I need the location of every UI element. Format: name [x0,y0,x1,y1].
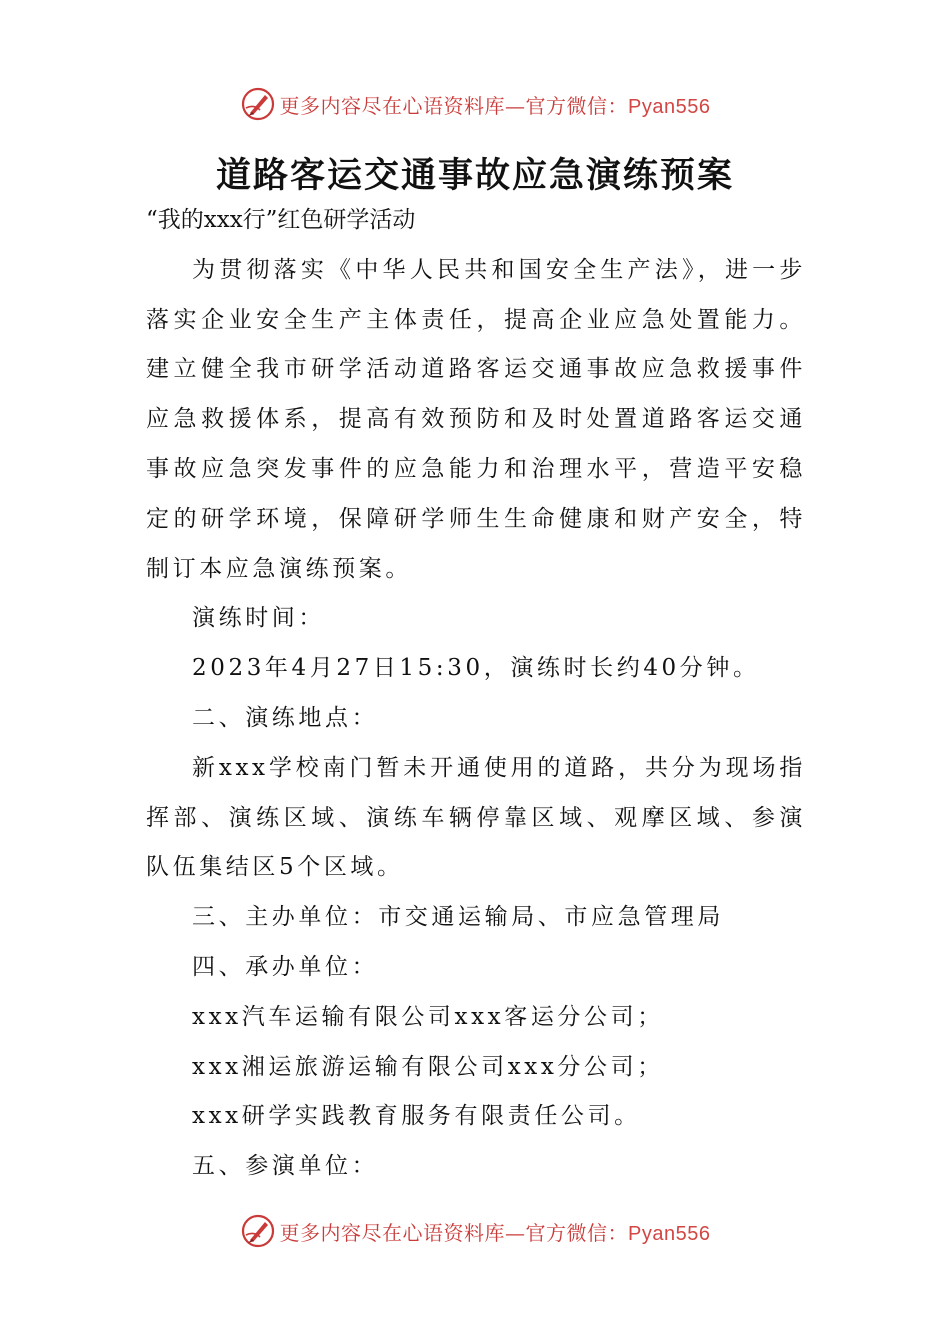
watermark-header [0,84,950,124]
organizer-item: xxx湘运旅游运输有限公司xxx分公司； [192,1053,664,1080]
watermark-footer [0,1211,950,1251]
participants-heading: 五、参演单位： [192,1153,379,1180]
intro-paragraph: 为贯彻落实《中华人民共和国安全生产法》，进一步落实企业安全生产主体责任，提高企业应急处置能力。建立健全我市研学活动道路客运交通事故应急救援事件应急救援体系，提高有效预防和及时处置道路客运交通事故应急突发事件的应急能力和治理水平，营造平安稳定的研学环境，保障研学师生生命健康和财产安全，特制订本应急演练预案。 [146,256,806,582]
document-subtitle: “我的xxx行”红色研学活动 [146,207,416,233]
organizer-item: xxx研学实践教育服务有限责任公司。 [192,1103,641,1130]
pen-logo-icon [240,86,276,122]
location-heading: 二、演练地点： [192,704,379,731]
watermark-text: 更多内容尽在心语资料库—官方微信：Pyan556 [279,1220,711,1245]
time-value: 2023年4月27日15:30，演练时长约40分钟。 [192,655,760,682]
watermark-handle: Pyan556 [628,95,711,118]
pen-logo-icon [240,1213,276,1249]
watermark-handle: Pyan556 [628,1222,711,1245]
time-heading: 演练时间： [192,605,325,632]
watermark-text: 更多内容尽在心语资料库—官方微信：Pyan556 [279,93,711,118]
location-value: 新xxx学校南门暂未开通使用的道路，共分为现场指挥部、演练区域、演练车辆停靠区域、观摩区域、参演队伍集结区5个区域。 [146,754,806,881]
document-title: 道路客运交通事故应急演练预案 [215,156,734,196]
document-body [146,196,806,1192]
organizer-heading: 四、承办单位： [192,953,379,980]
organizer-item: xxx汽车运输有限公司xxx客运分公司； [192,1003,664,1030]
sponsor-line: 三、主办单位：市交通运输局、市应急管理局 [192,904,724,931]
